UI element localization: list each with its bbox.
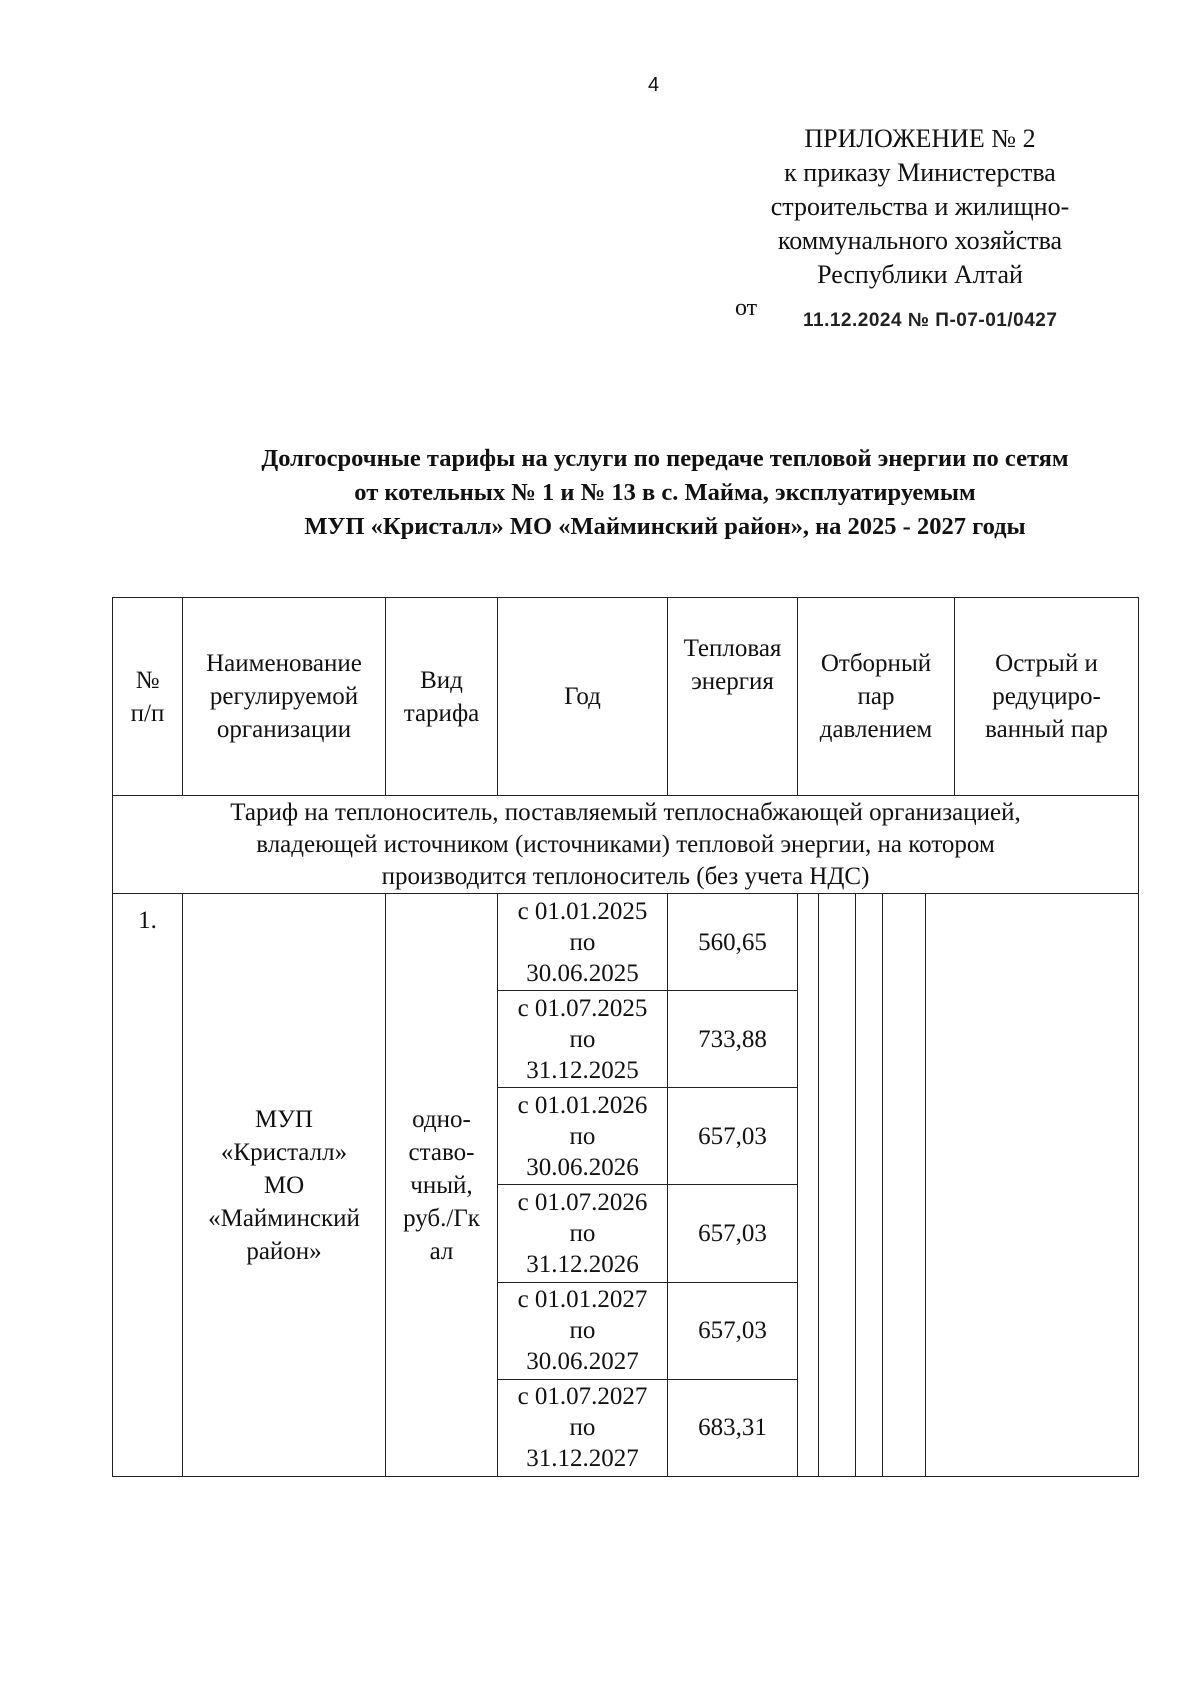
empty-column bbox=[926, 894, 1138, 1476]
annex-line: коммунального хозяйства bbox=[777, 226, 1063, 255]
table-row bbox=[113, 894, 1139, 991]
empty-cells bbox=[798, 894, 1139, 1477]
group-description bbox=[113, 796, 1139, 894]
header-text: Отборный bbox=[820, 650, 932, 677]
group-row bbox=[113, 796, 1139, 894]
tariff-type-line: одно- bbox=[412, 1105, 471, 1133]
period-cell bbox=[498, 1379, 668, 1476]
org-name-line: «Кристалл» bbox=[220, 1138, 348, 1166]
header-num bbox=[113, 598, 183, 796]
period-cell bbox=[498, 1282, 668, 1379]
heat-value: 657,03 bbox=[668, 1088, 798, 1185]
header-text: п/п bbox=[130, 699, 165, 727]
tariff-type-line: чный, bbox=[410, 1171, 473, 1199]
annex-line: к приказу Министерства bbox=[784, 158, 1056, 187]
header-steam bbox=[798, 598, 955, 796]
period-by: по bbox=[569, 1414, 596, 1442]
period-from: с 01.01.2025 bbox=[517, 897, 648, 925]
period-cell bbox=[498, 1088, 668, 1185]
heat-value: 733,88 bbox=[668, 991, 798, 1088]
header-text: пар bbox=[857, 683, 895, 710]
period-cell bbox=[498, 1185, 668, 1282]
heat-value: 683,31 bbox=[668, 1379, 798, 1476]
header-text: № bbox=[135, 666, 160, 694]
row-number: 1. bbox=[113, 894, 183, 1477]
page-number: 4 bbox=[648, 74, 660, 96]
heat-value: 657,03 bbox=[668, 1185, 798, 1282]
tariff-type-line: ал bbox=[429, 1237, 454, 1265]
header-text: Острый и bbox=[995, 650, 1098, 677]
document-title bbox=[190, 442, 1140, 544]
org-name bbox=[183, 894, 386, 1477]
tariff-type bbox=[386, 894, 498, 1477]
title-line: МУП «Кристалл» МО «Майминский район», на 2025 - 2027 годы bbox=[304, 513, 1026, 540]
tariff-type-line: ставо- bbox=[408, 1138, 475, 1166]
empty-column bbox=[856, 894, 883, 1476]
period-from: с 01.07.2026 bbox=[517, 1189, 648, 1217]
period-to: 30.06.2025 bbox=[526, 959, 639, 987]
group-text-line: владеющей источником (источниками) тепловой энергии, на котором bbox=[256, 830, 995, 858]
header-text: редуциро- bbox=[992, 683, 1101, 710]
header-heat bbox=[668, 598, 798, 796]
period-to: 30.06.2026 bbox=[526, 1153, 639, 1181]
period-from: с 01.07.2027 bbox=[517, 1383, 648, 1411]
annex-line: строительства и жилищно- bbox=[770, 192, 1070, 221]
header-type bbox=[386, 598, 498, 796]
period-from: с 01.01.2027 bbox=[517, 1286, 648, 1314]
header-text: Тепловая bbox=[683, 635, 782, 662]
tariff-table bbox=[112, 597, 1139, 1477]
heat-value: 657,03 bbox=[668, 1282, 798, 1379]
header-text: регулируемой bbox=[209, 683, 359, 710]
annex-block bbox=[740, 122, 1100, 292]
period-to: 30.06.2027 bbox=[526, 1348, 639, 1376]
empty-column bbox=[819, 894, 856, 1476]
period-by: по bbox=[569, 1220, 596, 1248]
title-line: от котельных № 1 и № 13 в с. Майма, эксплуатируемым bbox=[354, 479, 976, 506]
annex-title: ПРИЛОЖЕНИЕ № 2 bbox=[804, 124, 1036, 153]
header-text: энергия bbox=[691, 668, 774, 695]
period-to: 31.12.2025 bbox=[526, 1056, 639, 1084]
period-to: 31.12.2026 bbox=[526, 1251, 639, 1279]
group-text-line: Тариф на теплоноситель, поставляемый теплоснабжающей организацией, bbox=[230, 798, 1021, 826]
period-cell bbox=[498, 991, 668, 1088]
tariff-type-line: руб./Гк bbox=[403, 1204, 480, 1232]
header-text: Год bbox=[564, 683, 601, 710]
empty-column bbox=[798, 894, 819, 1476]
header-text: тарифа bbox=[403, 699, 480, 727]
from-label: от bbox=[735, 295, 758, 321]
period-from: с 01.07.2025 bbox=[517, 994, 648, 1022]
header-text: Наименование bbox=[206, 650, 362, 677]
org-name-line: район» bbox=[246, 1237, 322, 1265]
annex-line: Республики Алтай bbox=[817, 260, 1023, 289]
header-sharp bbox=[955, 598, 1139, 796]
heat-value: 560,65 bbox=[668, 894, 798, 991]
order-stamp: 11.12.2024 № П-07-01/0427 bbox=[803, 310, 1058, 331]
header-year bbox=[498, 598, 668, 796]
period-by: по bbox=[569, 1122, 596, 1150]
org-name-line: «Майминский bbox=[208, 1204, 360, 1232]
header-text: ванный пар bbox=[985, 716, 1108, 743]
header-row bbox=[113, 598, 1139, 796]
period-cell bbox=[498, 894, 668, 991]
org-name-line: МУП bbox=[255, 1105, 313, 1133]
period-to: 31.12.2027 bbox=[526, 1445, 639, 1473]
empty-column bbox=[883, 894, 926, 1476]
header-org bbox=[183, 598, 386, 796]
header-text: давлением bbox=[819, 716, 933, 743]
period-from: с 01.01.2026 bbox=[517, 1091, 648, 1119]
title-line: Долгосрочные тарифы на услуги по передаче тепловой энергии по сетям bbox=[261, 445, 1069, 472]
org-name-line: МО bbox=[263, 1171, 305, 1199]
header-text: Вид bbox=[420, 666, 463, 694]
period-by: по bbox=[569, 1025, 596, 1053]
group-text-line: производится теплоноситель (без учета НДС) bbox=[381, 862, 870, 890]
header-text: организации bbox=[216, 716, 352, 743]
period-by: по bbox=[569, 1317, 596, 1345]
period-by: по bbox=[569, 928, 596, 956]
